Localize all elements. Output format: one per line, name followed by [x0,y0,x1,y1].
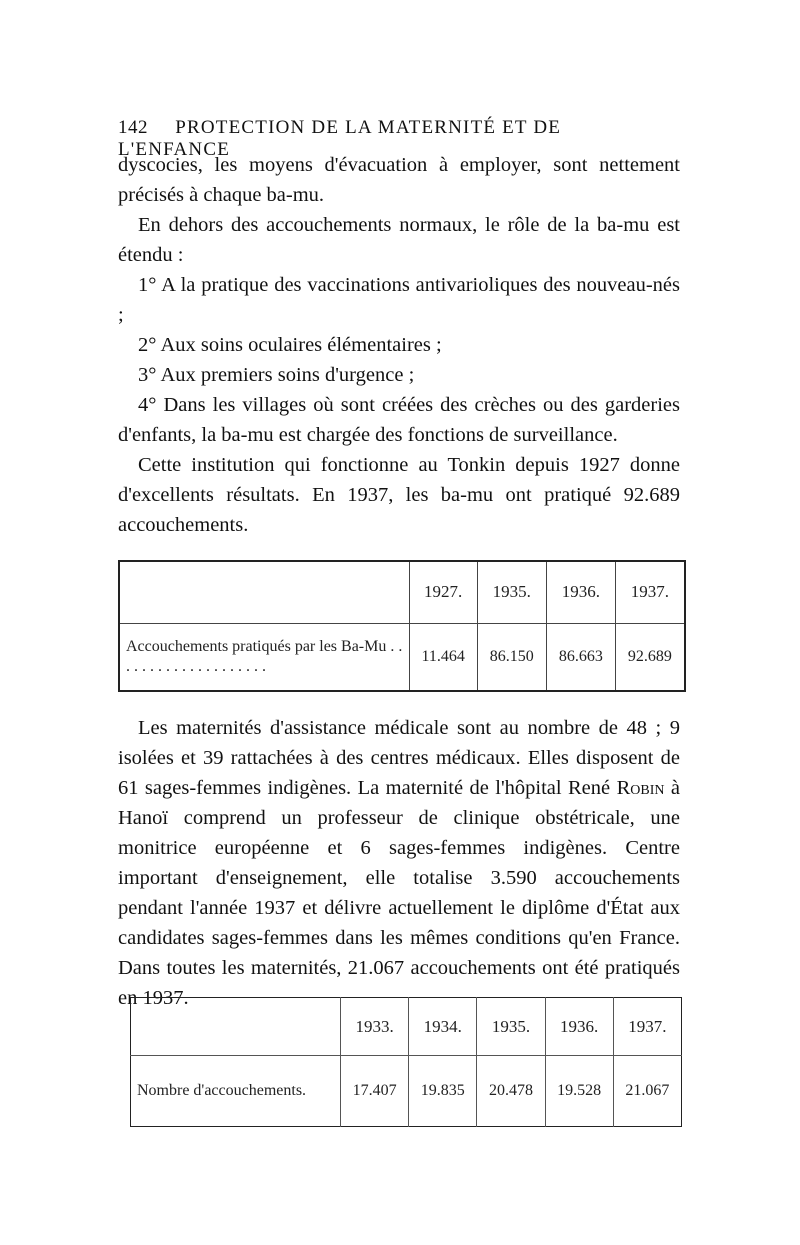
year-cell: 1935. [477,561,546,623]
table-corner [119,561,409,623]
paragraph: dyscocies, les moyens d'évacuation à employer, sont nettement précisés à chaque ba-mu. [118,154,680,206]
table-row [131,1056,682,1127]
body-text-1 [118,150,680,540]
table-maternity-deliveries [130,997,682,1127]
value-cell: 86.663 [546,623,615,691]
year-cell: 1936. [546,561,615,623]
value-cell: 17.407 [341,1056,409,1127]
year-cell: 1933. [341,998,409,1056]
running-title: PROTECTION DE LA MATERNITÉ ET DE L'ENFANCE [118,117,562,160]
table-header-row [119,561,685,623]
year-cell: 1935. [477,998,545,1056]
value-cell: 92.689 [615,623,685,691]
value-cell: 19.835 [409,1056,477,1127]
year-cell: 1937. [615,561,685,623]
value-cell: 20.478 [477,1056,545,1127]
table-ba-mu-deliveries [118,560,686,692]
row-label: Accouchements pratiqués par les Ba-Mu . . . . . . . . . . . . . . . . . . . . [126,637,403,675]
paragraph-end: à Hanoï comprend un professeur de clinique obstétricale, une monitrice européenne et 6 sages-femmes indigènes. Centre important d'enseignement, elle totalise 3.590 accouchements pendant l'année 1937 et délivre actuellement le diplôme d'État aux candidates sages-femmes dans les mêmes conditions qu'en France. Dans toutes les maternités, 21.067 accouchements ont été pratiqués en 1937. [118,777,681,1009]
paragraph-start: Les maternités d'assistance médicale sont au nombre de 48 ; 9 isolées et 39 rattachées à des centres médicaux. Elles disposent de 61 sages-femmes indigènes. La maternité de l'hôpital René [118,717,680,799]
list-item: 1° A la pratique des vaccinations antivarioliques des nouveau-nés ; [118,274,680,326]
year-cell: 1927. [409,561,477,623]
year-cell: 1934. [409,998,477,1056]
table-corner [131,998,341,1056]
year-cell: 1937. [613,998,681,1056]
list-item: 3° Aux premiers soins d'urgence ; [138,364,415,386]
page-number: 142 [118,117,148,138]
body-text-2 [118,713,680,1013]
table-row [119,623,685,691]
value-cell: 21.067 [613,1056,681,1127]
year-cell: 1936. [545,998,613,1056]
table-header-row [131,998,682,1056]
list-item: 4° Dans les villages où sont créées des crèches ou des garderies d'enfants, la ba-mu est chargée des fonctions de surveillance. [118,394,680,446]
value-cell: 19.528 [545,1056,613,1127]
person-name: Robin [616,777,665,799]
value-cell: 11.464 [409,623,477,691]
value-cell: 86.150 [477,623,546,691]
paragraph: Cette institution qui fonctionne au Tonkin depuis 1927 donne d'excellents résultats. En 1937, les ba-mu ont pratiqué 92.689 accouchements. [118,454,680,536]
list-item: 2° Aux soins oculaires élémentaires ; [138,334,442,356]
row-label: Nombre d'accouchements. [137,1082,307,1100]
paragraph [118,713,680,1013]
paragraph: En dehors des accouchements normaux, le rôle de la ba-mu est étendu : [118,214,680,266]
